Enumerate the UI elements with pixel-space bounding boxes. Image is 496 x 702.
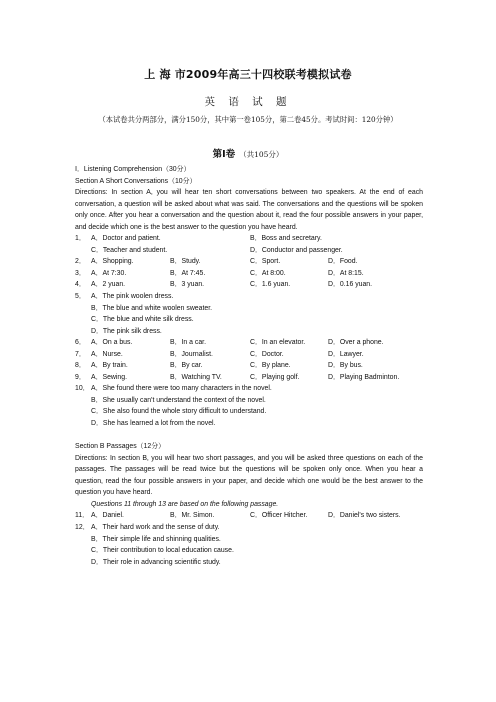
option-d: D．Playing Badminton.	[328, 373, 400, 381]
option-c: C．Playing golf.	[250, 373, 300, 381]
question-10	[75, 383, 423, 395]
question-5-option-d	[75, 326, 423, 338]
option-a: A．Their hard work and the sense of duty.	[91, 523, 220, 531]
option-b: B．At 7:45.	[170, 269, 206, 277]
question-10-option-c	[75, 406, 423, 418]
option-a: A．The pink woolen dress.	[91, 293, 174, 301]
question-number: 4．	[75, 281, 86, 289]
page-title: 上 海 市2009年高三十四校联考模拟试卷	[144, 68, 352, 81]
option-c: C．Teacher and student.	[91, 246, 168, 254]
option-c: C．At 8:00.	[250, 269, 286, 277]
question-12-option-d	[75, 557, 423, 569]
option-d: D．Lawyer.	[328, 350, 364, 358]
question-12	[75, 522, 423, 534]
question-number: 9．	[75, 373, 86, 381]
option-b: B．Their simple life and shinning qualities.	[91, 535, 221, 543]
option-c: C．The blue and white silk dress.	[91, 316, 194, 324]
question-number: 11．	[75, 512, 90, 520]
question-number: 2．	[75, 258, 86, 266]
question-number: 1．	[75, 235, 86, 243]
option-b: B．By car.	[170, 362, 203, 370]
option-d: D．Over a phone.	[328, 339, 384, 347]
question-number: 10．	[75, 385, 90, 393]
option-b: B．She usually can't understand the context of the novel.	[91, 396, 266, 404]
option-d: D．0.16 yuan.	[328, 281, 373, 289]
option-c: C．Doctor.	[250, 350, 284, 358]
question-1-cont	[75, 245, 423, 257]
question-5	[75, 291, 423, 303]
option-c: C．In an elevator.	[250, 339, 306, 347]
option-a: A．She found there were too many characters in the novel.	[91, 385, 272, 393]
question-3	[75, 268, 423, 280]
part-heading: Ⅰ．Listening Comprehension（30分）	[75, 166, 191, 173]
question-8	[75, 360, 423, 372]
option-d: D．Food.	[328, 258, 358, 266]
option-d: D．At 8:15.	[328, 269, 364, 277]
option-a: A．Nurse.	[91, 350, 123, 358]
option-a: A．2 yuan.	[91, 281, 126, 289]
section-a-directions: Directions: In section A, you will hear ten short conversations between two speakers. At the end of each conversation, a question will be asked about what was said. The conversations and the questions will be spoken only once. After you hear a conversation and the question about it, read the four possible answers in your paper, and decide which one is the best answer to the question you have heard.	[75, 189, 423, 231]
option-a: A．By train.	[91, 362, 128, 370]
option-a: A．Doctor and patient.	[91, 235, 161, 243]
option-c: C．Their contribution to local education cause.	[91, 547, 234, 555]
section-b-heading: Section B Passages（12分）	[75, 443, 166, 451]
subject-title: 英 语 试 题	[204, 96, 292, 108]
volume-points: （共105分）	[239, 150, 284, 159]
option-b: B．Study.	[170, 258, 201, 266]
option-a: A．Daniel.	[91, 512, 124, 520]
question-5-option-c	[75, 314, 423, 326]
question-6	[75, 337, 423, 349]
option-c: C．She also found the whole story difficult to understand.	[91, 408, 267, 416]
option-d: D．Their role in advancing scientific study.	[91, 558, 221, 566]
option-a: A．Sewing.	[91, 373, 128, 381]
option-c: C．By plane.	[250, 362, 291, 370]
option-b: B．Mr. Simon.	[170, 512, 215, 520]
option-b: B．Journalist.	[170, 350, 213, 358]
option-b: B．Boss and secretary.	[250, 235, 322, 243]
question-2	[75, 256, 423, 268]
option-b: B．Watching TV.	[170, 373, 222, 381]
volume-label: 第Ⅰ卷	[212, 149, 236, 160]
question-number: 6．	[75, 339, 86, 347]
question-number: 7．	[75, 350, 86, 358]
question-12-option-b	[75, 534, 423, 546]
option-b: B．3 yuan.	[170, 281, 205, 289]
option-d: D．The pink silk dress.	[91, 327, 162, 335]
option-c: C．Sport.	[250, 258, 281, 266]
option-a: A．Shopping.	[91, 258, 134, 266]
section-b-directions: Directions: In section B, you will hear two short passages, and you will be asked three questions on each of the passages. The passages will be read twice but the questions will be spoken only once. When you hear a question, read the four possible answers in your paper, and decide which one would be the best answer to the question you have heard.	[75, 454, 423, 497]
option-d: D．By bus.	[328, 362, 363, 370]
option-c: C．Officer Hitcher.	[250, 512, 308, 520]
option-d: D．She has learned a lot from the novel.	[91, 420, 216, 428]
question-10-option-b	[75, 395, 423, 407]
exam-note: （本试卷共分两部分，满分150分，其中第一卷105分，第二卷45分。考试时间：120分钟）	[98, 115, 398, 124]
question-12-option-c	[75, 545, 423, 557]
option-c: C．1.6 yuan.	[250, 281, 291, 289]
question-number: 3．	[75, 269, 86, 277]
question-5-option-b	[75, 303, 423, 315]
section-a-heading: Section A Short Conversations（10分）	[75, 177, 197, 185]
option-a: A．At 7:30.	[91, 269, 127, 277]
question-number: 5．	[75, 293, 86, 301]
option-b: B．The blue and white woolen sweater.	[91, 304, 213, 312]
question-1	[75, 233, 423, 245]
question-number: 8．	[75, 362, 86, 370]
exam-content	[75, 164, 423, 568]
question-7	[75, 349, 423, 361]
question-11	[75, 510, 423, 522]
spacer	[75, 430, 423, 442]
option-b: B．In a car.	[170, 339, 207, 347]
volume-heading	[0, 146, 496, 160]
question-9	[75, 372, 423, 384]
question-10-option-d	[75, 418, 423, 430]
option-d: D．Conductor and passenger.	[250, 246, 343, 254]
passage-note: Questions 11 through 13 are based on the following passage.	[91, 500, 279, 508]
question-number: 12．	[75, 523, 90, 531]
option-d: D．Daniel's two sisters.	[328, 512, 401, 520]
option-a: A．On a bus.	[91, 339, 133, 347]
question-4	[75, 279, 423, 291]
